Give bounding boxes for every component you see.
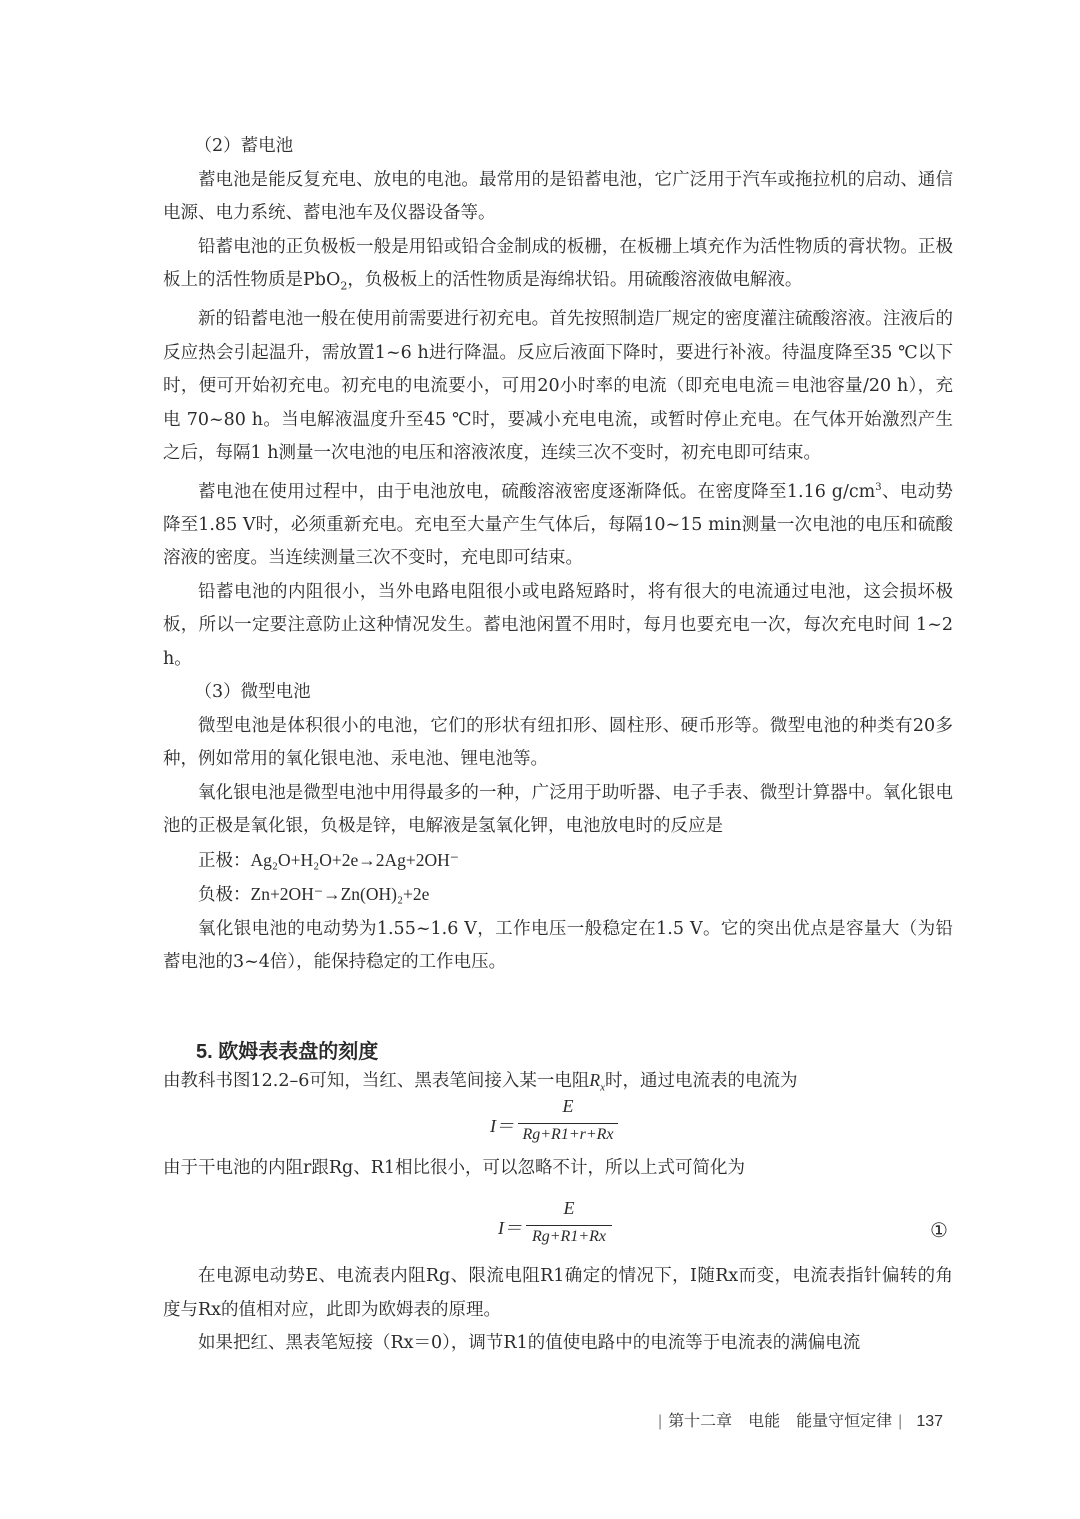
p2-text-a: 铅蓄电池的正负极板一般是用铅或铅合金制成的板栅，在板栅上填充作为活性物质的膏状物。正极板上的活性物质是PbO (163, 236, 953, 290)
footer-divider-left: | (658, 1413, 663, 1430)
ohm-intro-a: 由教科书图12.2–6可知，当红、黑表笔间接入某一电阻 (163, 1071, 590, 1091)
ohm-principle (163, 1260, 953, 1361)
formula1-fraction-bar (518, 1123, 618, 1124)
ohm-simplify (163, 1152, 953, 1186)
p2-text-b: ，负极板上的活性物质是海绵状铅。用硫酸溶液做电解液。 (347, 270, 803, 290)
p4-text-a: 蓄电池在使用过程中，由于电池放电，硫酸溶液密度逐渐降低。在密度降至1.16 g/cm (198, 481, 876, 502)
eq-pos-formula: Ag₂O+H₂O+2e→2Ag+2OH⁻ (250, 849, 460, 870)
formula-current-full (490, 1096, 620, 1156)
ohm-intro-var: R (589, 1070, 601, 1090)
paragraph-silver-oxide-emf: 氧化银电池的电动势为1.55~1.6 V，工作电压一般稳定在1.5 V。它的突出优点是容量大（为铅蓄电池的3~4倍），能保持稳定的工作电压。 (163, 918, 953, 973)
p2-subscript: 2 (340, 279, 348, 293)
formula1-numerator: E (562, 1096, 574, 1116)
footer-divider-right: | (898, 1413, 903, 1430)
negative-electrode-equation (163, 878, 953, 913)
paragraph-ohmmeter-principle: 在电源电动势E、电流表内阻Rg、限流电阻R1确定的情况下，I随Rx而变，电流表指针偏转的角度与Rx的值相对应，此即为欧姆表的原理。 (163, 1266, 953, 1320)
page-number: 137 (916, 1413, 944, 1430)
formula2-fraction-bar (526, 1225, 612, 1226)
ohm-intro-b: 时，通过电流表的电流为 (604, 1071, 798, 1091)
eq-neg-formula: Zn+2OH⁻→Zn(OH)₂+2e (250, 884, 430, 905)
p4-text-b: 、电动势降至1.85 V时，必须重新充电。充电至大量产生气体后，每隔10~15 min测量一次电池的电压和硫酸溶液的密度。当连续测量三次不变时，充电即可结束。 (163, 481, 953, 569)
positive-electrode-equation (163, 844, 953, 879)
formula2-lhs: I＝ (498, 1218, 522, 1238)
paragraph-battery-intro: 蓄电池是能反复充电、放电的电池。最常用的是铅蓄电池，它广泛用于汽车或拖拉机的启动、通信电源、电力系统、蓄电池车及仪器设备等。 (163, 169, 953, 223)
paragraph-lead-plates (163, 231, 953, 304)
battery-heading: （2）蓄电池 (194, 136, 294, 156)
formula-current-simplified (498, 1198, 618, 1258)
ohm-simplify-text: 由于干电池的内阻r跟Rg、R1相比很小，可以忽略不计，所以上式可简化为 (163, 1158, 746, 1178)
section-title-ohmmeter: 5. 欧姆表表盘的刻度 (196, 1041, 379, 1063)
ohm-intro-var-sub: x (600, 1081, 605, 1094)
micro-battery-heading: （3）微型电池 (194, 682, 311, 703)
eq-pos-label: 正极： (198, 850, 251, 871)
paragraph-short-circuit: 如果把红、黑表笔短接（Rx＝0），调节R1的值使电路中的电流等于电流表的满偏电流 (198, 1333, 861, 1353)
paragraph-micro-intro: 微型电池是体积很小的电池，它们的形状有纽扣形、圆柱形、硬币形等。微型电池的种类有20多种，例如常用的氧化银电池、汞电池、锂电池等。 (163, 715, 953, 770)
paragraph-internal-resistance: 铅蓄电池的内阻很小，当外电路电阻很小或电路短路时，将有很大的电流通过电池，这会损坏极板，所以一定要注意防止这种情况发生。蓄电池闲置不用时，每月也要充电一次，每次充电时间 1~2 h。 (163, 581, 953, 669)
battery-section (163, 130, 953, 980)
eq-neg-label: 负极： (198, 885, 251, 906)
p4-superscript: 3 (875, 481, 882, 493)
footer-chapter: 第十二章 电能 能量守恒定律 (668, 1413, 893, 1430)
paragraph-recharge (163, 471, 953, 576)
page-footer (652, 1408, 943, 1431)
equation-marker: ① (930, 1218, 948, 1242)
paragraph-initial-charge: 新的铅蓄电池一般在使用前需要进行初充电。首先按照制造厂规定的密度灌注硫酸溶液。注液后的反应热会引起温升，需放置1~6 h进行降温。反应后液面下降时，要进行补液。待温度降至35 ℃以下时，便可开始初充电。初充电的电流要小，可用20小时率的电流（即充电电流＝电池容量/20 h），充电 70~80 h。当电解液温度升至45 ℃时，要减小充电电流，或暂时停止充电。在气体开始激烈产生之后，每隔1 h测量一次电池的电压和溶液浓度，连续三次不变时，初充电即可结束。 (163, 309, 953, 463)
formula2-denominator: Rg+R1+Rx (531, 1228, 606, 1245)
paragraph-silver-oxide: 氧化银电池是微型电池中用得最多的一种，广泛用于助听器、电子手表、微型计算器中。氧化银电池的正极是氧化银，负极是锌，电解液是氢氧化钾，电池放电时的反应是 (163, 782, 953, 837)
formula2-numerator: E (563, 1198, 575, 1218)
formula1-lhs: I＝ (490, 1116, 514, 1136)
formula1-denominator: Rg+R1+r+Rx (522, 1126, 614, 1143)
